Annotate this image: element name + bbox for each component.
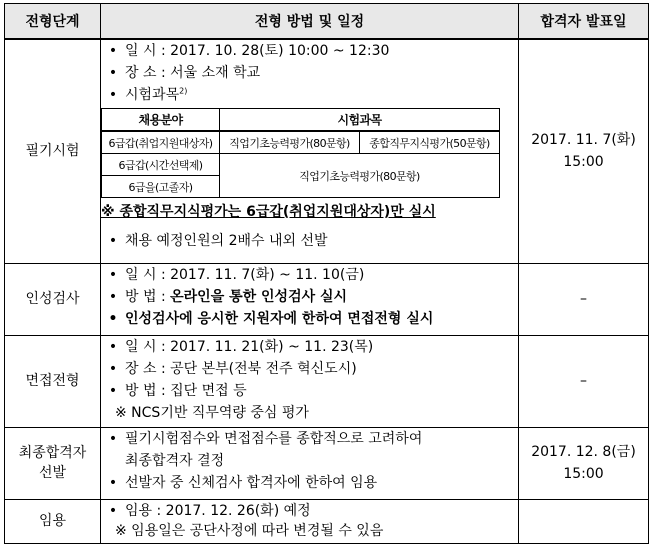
note-appointment: ※ 임용일은 공단사정에 따라 변경될 수 있음	[115, 522, 384, 539]
row-interview	[5, 335, 649, 427]
note-general-knowledge: ※ 종합직무지식평가는 6급갑(취업지원대상자)만 실시	[101, 204, 436, 220]
sub-cell: 직업기초능력평가(80문항)	[220, 131, 360, 154]
list-item: • 필기시험점수와 면접점수를 종합적으로 고려하여	[108, 430, 423, 447]
note-ncs: ※ NCS기반 직무역량 중심 평가	[115, 404, 309, 421]
header-stage: 전형단계	[5, 4, 101, 40]
stage-final-selection: 최종합격자 선발	[5, 427, 101, 499]
stage-interview: 면접전형	[5, 335, 101, 427]
method-interview	[101, 335, 519, 427]
row-written-exam	[5, 39, 649, 263]
row-personality-test	[5, 263, 649, 335]
list-item: • 장 소 : 공단 본부(전북 전주 혁신도시)	[108, 360, 357, 377]
method-personality-test	[101, 263, 519, 335]
announce-personality-test: –	[519, 263, 649, 335]
list-item-continued: 최종합격자 결정	[125, 452, 225, 469]
sub-header-subject: 시험과목	[220, 109, 500, 132]
list-item: • 채용 예정인원의 2배수 내외 선발	[108, 233, 328, 249]
method-written-exam	[101, 39, 519, 263]
stage-personality-test: 인성검사	[5, 263, 101, 335]
announce-appointment	[519, 499, 649, 543]
list-item: • 일 시 : 2017. 11. 7(화) ~ 11. 10(금)	[108, 266, 365, 283]
stage-written-exam: 필기시험	[5, 39, 101, 263]
exam-subject-table	[101, 108, 500, 198]
sub-cell: 종합직무지식평가(50문항)	[360, 131, 500, 154]
sub-cell: 6급갑(시간선택제)	[102, 154, 220, 176]
list-item: • 시험과목$^{2)}$	[108, 86, 188, 103]
sub-cell: 6급을(고졸자)	[102, 176, 220, 198]
stage-appointment: 임용	[5, 499, 101, 543]
header-row	[5, 4, 649, 40]
sub-cell: 직업기초능력평가(80문항)	[220, 154, 500, 198]
list-item: • 장 소 : 서울 소재 학교	[108, 65, 261, 81]
list-item: • 방 법 : 온라인을 통한 인성검사 실시	[108, 288, 348, 305]
list-item: • 임용 : 2017. 12. 26(화) 예정	[108, 502, 311, 519]
list-item: • 일 시 : 2017. 10. 28(토) 10:00 ~ 12:30	[108, 43, 390, 59]
list-item: • 선발자 중 신체검사 합격자에 한하여 임용	[108, 474, 378, 491]
header-method: 전형 방법 및 일정	[101, 4, 519, 40]
announce-written-exam: 2017. 11. 7(화) 15:00	[519, 39, 649, 263]
method-appointment	[101, 499, 519, 543]
sub-header-field: 채용분야	[102, 109, 220, 132]
announce-interview: –	[519, 335, 649, 427]
list-item: • 방 법 : 집단 면접 등	[108, 382, 247, 399]
header-announce-date: 합격자 발표일	[519, 4, 649, 40]
row-final-selection	[5, 427, 649, 499]
method-final-selection	[101, 427, 519, 499]
sub-cell: 6급갑(취업지원대상자)	[102, 131, 220, 154]
recruitment-schedule-table	[4, 3, 649, 544]
list-item: • 일 시 : 2017. 11. 21(화) ~ 11. 23(목)	[108, 338, 374, 355]
announce-final-selection: 2017. 12. 8(금) 15:00	[519, 427, 649, 499]
row-appointment	[5, 499, 649, 543]
list-item: • 인성검사에 응시한 지원자에 한하여 면접전형 실시	[108, 310, 434, 327]
